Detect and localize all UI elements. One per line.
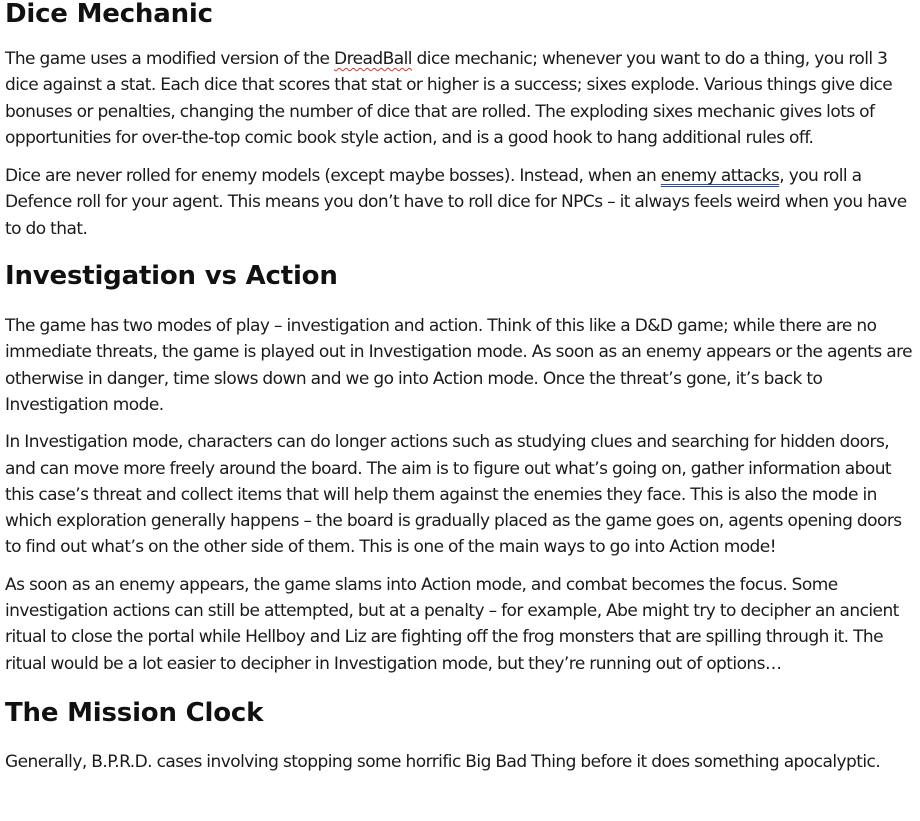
paragraph-text: dice mechanic; whenever you want to do a thing, you roll 3 dice against a stat. Each dice that scores that stat or higher is a success; sixes explode. Various things give dice bonuses or penalties, changing the number of dice that are rolled. The exploding sixes mechanic gives lots of opportunities for over-the-top comic book style action, and is a good hook to hang additional rules off. <box>5 49 893 148</box>
paragraph-enemy-rolls <box>5 163 914 242</box>
grammar-flagged-phrase[interactable]: enemy attacks <box>660 166 780 187</box>
paragraph-text: The game uses a modified version of the <box>5 49 335 69</box>
paragraph-action-mode: As soon as an enemy appears, the game slams into Action mode, and combat becomes the focus. Some investigation actions can still be attempted, but at a penalty – for example, Abe might try to decipher an ancient ritual to close the portal while Hellboy and Liz are fighting off the frog monsters that are spilling through it. The ritual would be a lot easier to decipher in Investigation mode, but they’re running out of options… <box>5 574 899 674</box>
heading-investigation-vs-action: Investigation vs Action <box>5 261 338 292</box>
paragraph-text: Dice are never rolled for enemy models (except maybe bosses). Instead, when an <box>5 166 661 187</box>
paragraph-dice-mechanic <box>5 46 914 151</box>
paragraph-modes-of-play: The game has two modes of play – investigation and action. Think of this like a D&D game; while there are no immediate threats, the game is played out in Investigation mode. As soon as an enemy appears or the agents are otherwise in danger, time slows down and we go into Action mode. Once the threat’s gone, it’s back to Investigation mode. <box>5 316 913 415</box>
heading-dice-mechanic: Dice Mechanic <box>5 0 213 29</box>
paragraph-mission-clock: Generally, B.P.R.D. cases involving stopping some horrific Big Bad Thing before it does something apocalyptic. <box>5 751 881 772</box>
paragraph-text: , you roll a Defence roll for your agent. This means you don’t have to roll dice for NPCs – it always feels weird when you have to do that. <box>5 166 907 239</box>
heading-mission-clock: The Mission Clock <box>5 697 264 728</box>
paragraph-investigation-mode: In Investigation mode, characters can do longer actions such as studying clues and searching for hidden doors, and can move more freely around the board. The aim is to figure out what’s going on, gather information about this case’s threat and collect items that will help them against the enemies they face. This is also the mode in which exploration generally happens – the board is gradually placed as the game goes on, agents opening doors to find out what’s on the other side of them. This is one of the main ways to go into Action mode! <box>5 432 902 558</box>
spelling-flagged-word[interactable]: DreadBall <box>334 49 412 69</box>
